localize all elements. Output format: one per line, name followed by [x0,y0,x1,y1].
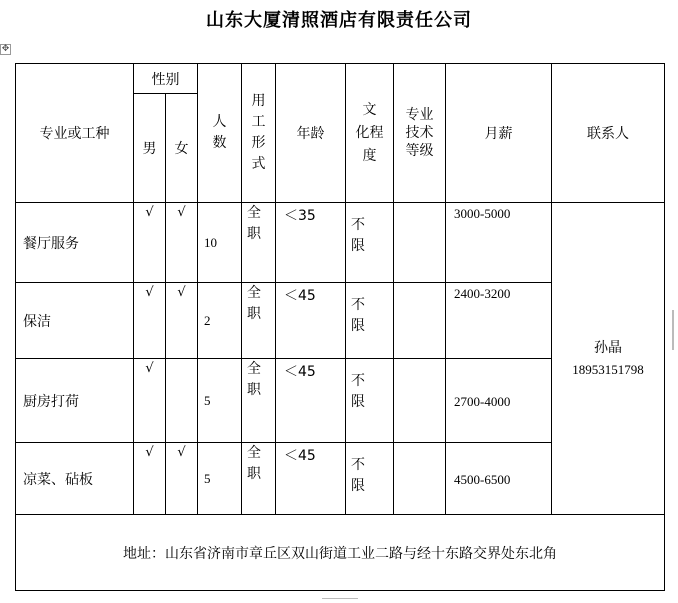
employment-type: 全职 [242,203,276,283]
contact-name: 孙晶 [594,339,622,356]
table-move-handle-icon[interactable]: ✥ [1,44,10,54]
header-headcount: 人数 [198,64,242,203]
address: 地址：山东省济南市章丘区双山街道工业二路与经十东路交界处东北角 [16,515,665,591]
male-check: √ [134,443,166,515]
header-culture-line2: 化程 [355,124,384,141]
header-specialty: 专业或工种 [16,64,134,203]
headcount: 2 [198,283,242,359]
job-name: 厨房打荷 [16,359,134,443]
employment-type: 全职 [242,359,276,443]
header-culture-line1: 文 [362,101,377,118]
header-skill-level: 专业技术等级 [394,64,446,203]
header-employment-type: 用工形式 [242,64,276,203]
female-check: √ [166,443,198,515]
header-female: 女 [166,94,198,203]
table-row [16,203,665,283]
age-limit: ＜45 [276,443,346,515]
header-male: 男 [134,94,166,203]
salary: 3000-5000 [446,203,552,283]
skill-level [394,359,446,443]
male-check: √ [134,283,166,359]
header-culture [346,64,394,203]
salary: 2400-3200 [446,283,552,359]
job-name: 保洁 [16,283,134,359]
employment-type: 全职 [242,283,276,359]
header-contact: 联系人 [552,64,665,203]
header-gender: 性别 [134,64,198,94]
header-age: 年龄 [276,64,346,203]
salary: 4500-6500 [446,443,552,515]
skill-level [394,443,446,515]
culture-requirement: 不限 [346,203,394,283]
headcount: 5 [198,443,242,515]
skill-level [394,283,446,359]
header-culture-line3: 度 [362,147,377,164]
page-edge-mark [672,310,674,350]
culture-requirement: 不限 [346,283,394,359]
page-bottom-mark [322,598,358,599]
female-check: √ [166,203,198,283]
female-check: √ [166,283,198,359]
headcount: 10 [198,203,242,283]
skill-level [394,203,446,283]
male-check: √ [134,203,166,283]
age-limit: ＜35 [276,203,346,283]
job-name: 餐厅服务 [16,203,134,283]
job-name: 凉菜、砧板 [16,443,134,515]
job-table [15,63,665,591]
header-salary: 月薪 [446,64,552,203]
male-check: √ [134,359,166,443]
culture-requirement: 不限 [346,443,394,515]
age-limit: ＜45 [276,359,346,443]
headcount: 5 [198,359,242,443]
culture-requirement: 不限 [346,359,394,443]
employment-type: 全职 [242,443,276,515]
page-title: 山东大厦清照酒店有限责任公司 [206,10,472,31]
salary: 2700-4000 [446,359,552,443]
contact-phone: 18953151798 [572,361,644,377]
contact-cell [552,203,665,515]
female-check [166,359,198,443]
age-limit: ＜45 [276,283,346,359]
